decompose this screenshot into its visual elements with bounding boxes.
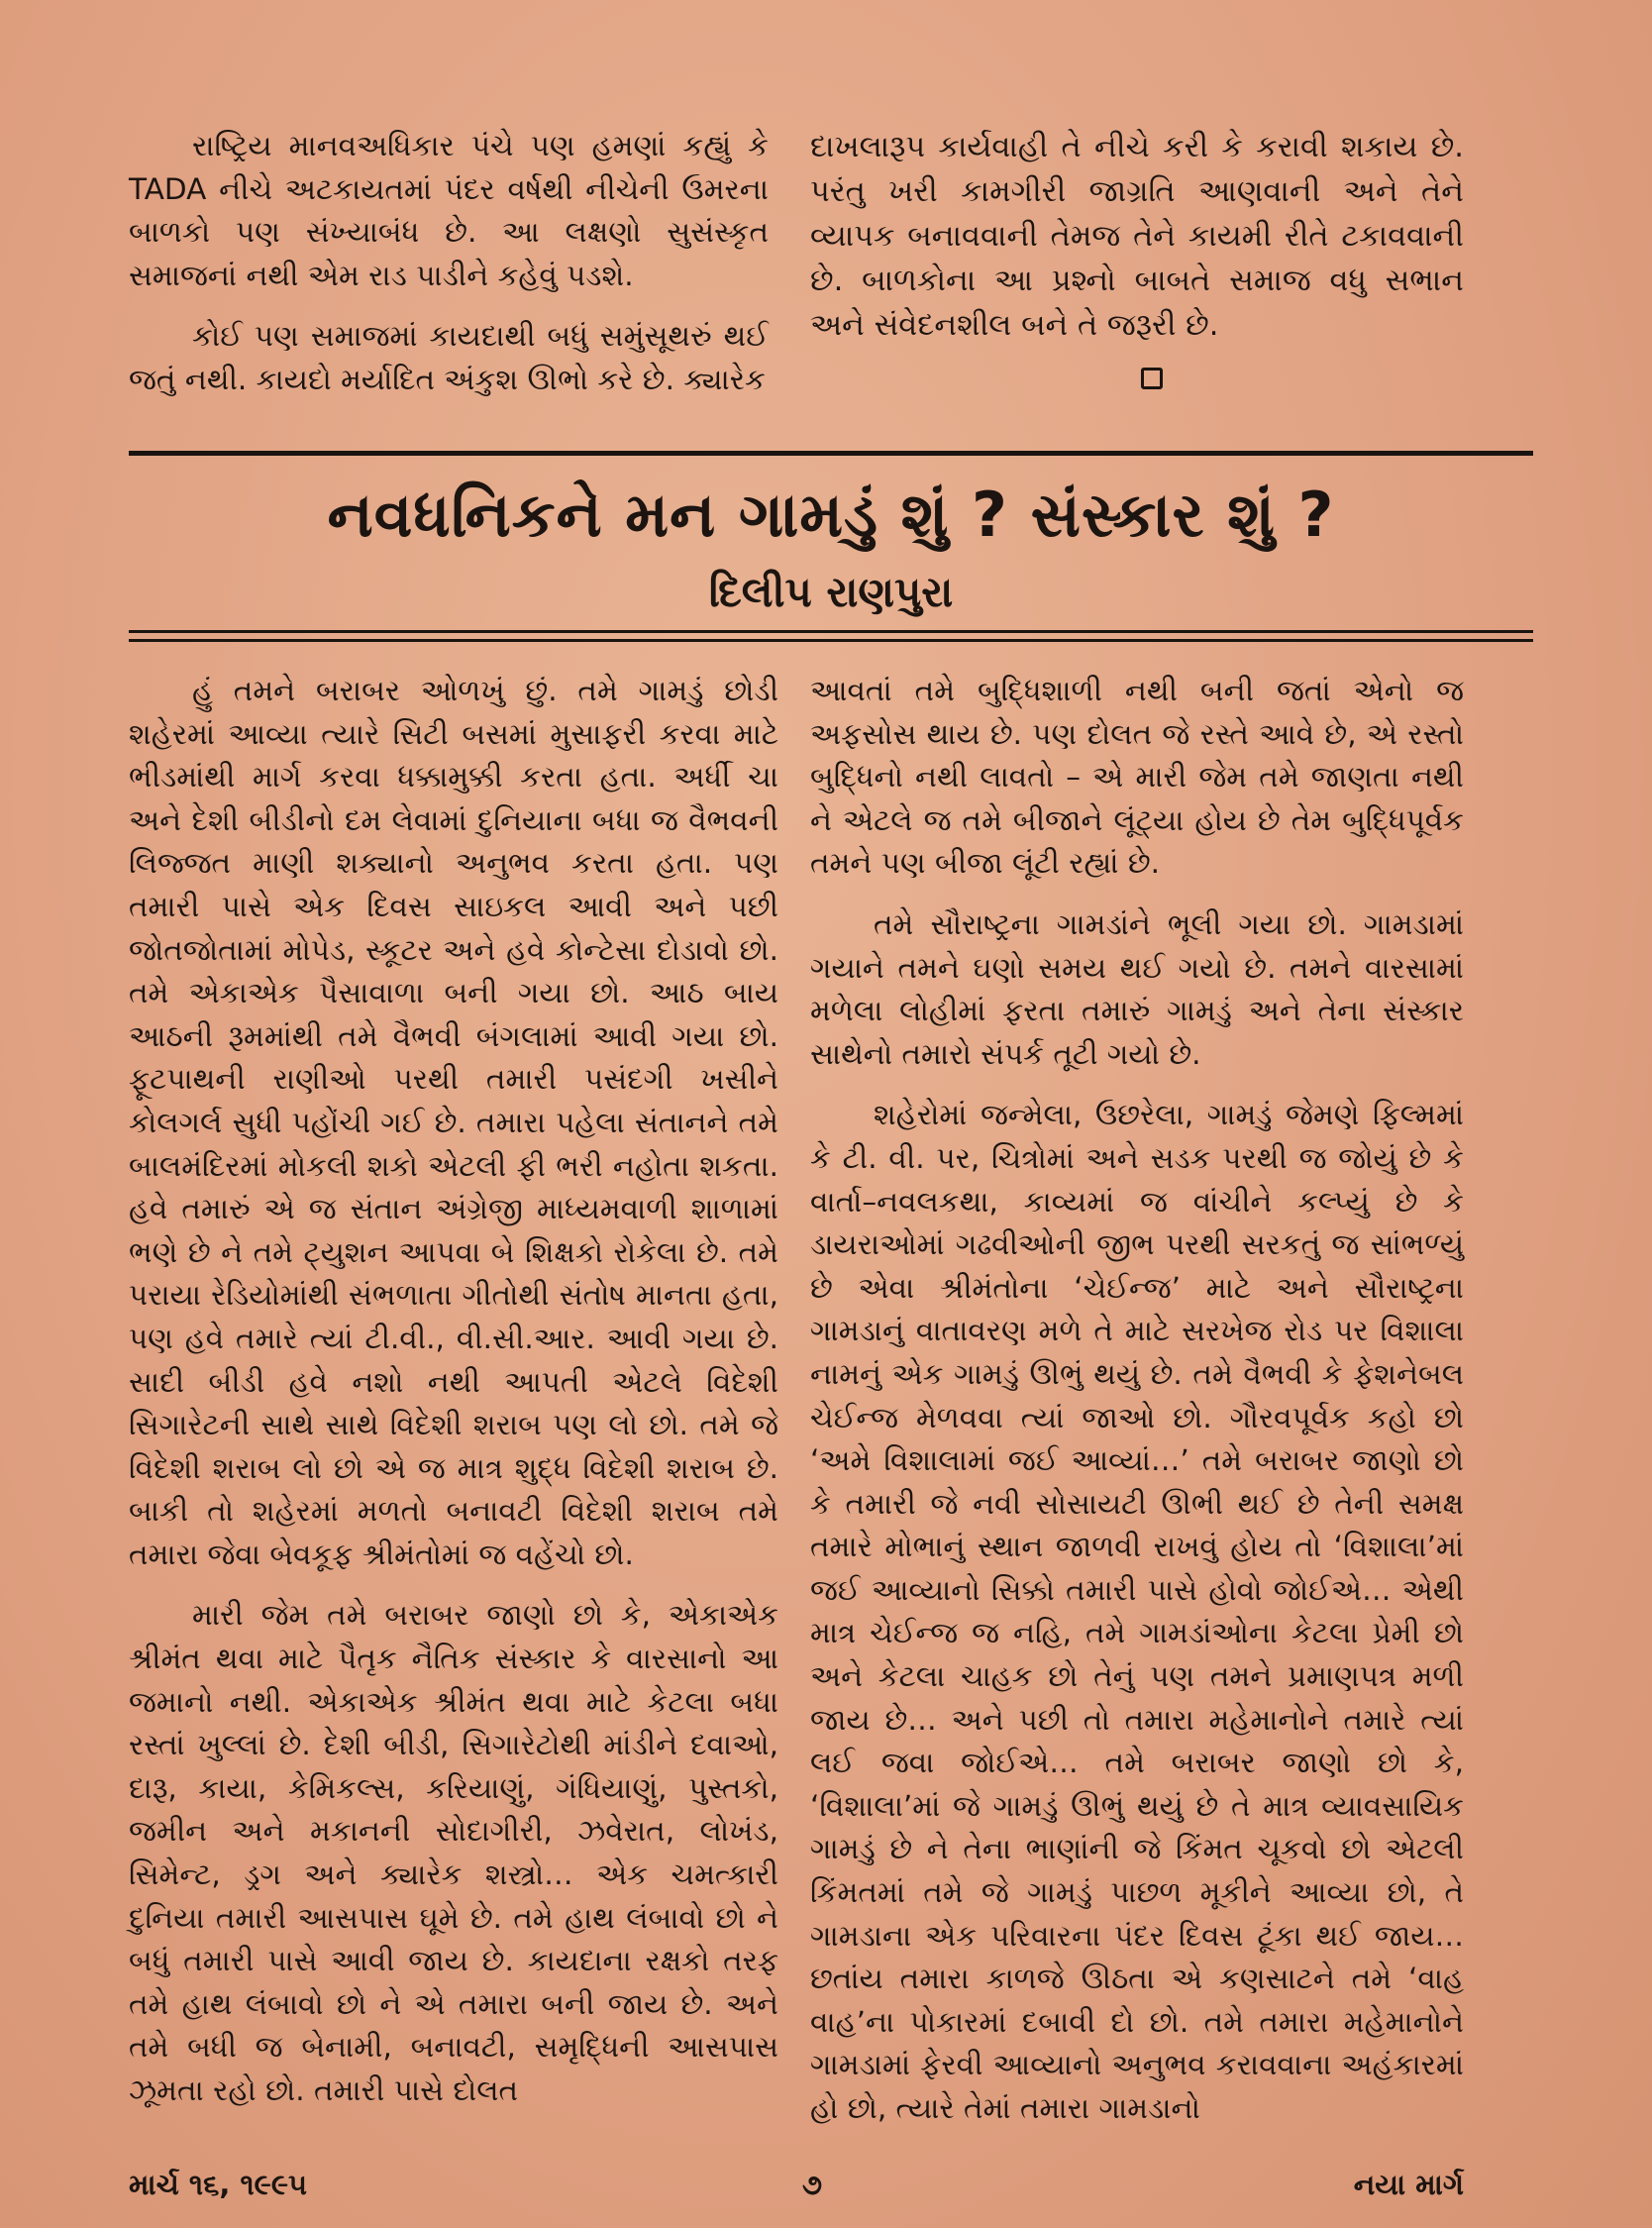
paragraph: દાખલારૂપ કાર્યવાહી તે નીચે કરી કે કરાવી શકાય છે. પરંતુ ખરી કામગીરી જાગ્રતિ આણવાની અને તેને વ્યાપક બનાવવાની તેમજ તેને કાયમી રીતે ટકાવવાની છે. બાળકોના આ પ્રશ્નો બાબતે સમાજ વધુ સભાન અને સંવેદનશીલ બને તે જરૂરી છે.: [810, 130, 1464, 343]
paragraph: શહેરોમાં જન્મેલા, ઉછરેલા, ગામડું જેમણે ફિલ્મમાં કે ટી. વી. પર, ચિત્રોમાં અને સડક પરથી જ જોયું છે કે વાર્તા–નવલકથા, કાવ્યમાં જ વાંચીને કલ્પ્યું છે કે ડાયરાઓમાં ગઢવીઓની જીભ પરથી સરકતું જ સાંભળ્યું છે એવા શ્રીમંતોના ‘ચેઈન્જ’ માટે અને સૌરાષ્ટ્રના ગામડાનું વાતાવરણ મળે તે માટે સરખેજ રોડ પર વિશાલા નામનું એક ગામડું ઊભું થયું છે. તમે વૈભવી કે ફેશનેબલ ચેઈન્જ મેળવવા ત્યાં જાઓ છો. ગૌરવપૂર્વક કહો છો ‘અમે વિશાલામાં જઈ આવ્યાં…’ તમે બરાબર જાણો છો કે તમારી જે નવી સોસાયટી ઊભી થઈ છે તેની સમક્ષ તમારે મોભાનું સ્થાન જાળવી રાખવું હોય તો ‘વિશાલા’માં જઈ આવ્યાનો સિક્કો તમારી પાસે હોવો જોઈએ… એથી માત્ર ચેઈન્જ જ નહિ, તમે ગામડાંઓના કેટલા પ્રેમી છો અને કેટલા ચાહક છો તેનું પણ તમને પ્રમાણપત્ર મળી જાય છે… અને પછી તો તમારા મહેમાનોને તમારે ત્યાં લઈ જવા જોઈએ… તમે બરાબર જાણો છો કે, ‘વિશાલા’માં જે ગામડું ઊભું થયું છે તે માત્ર વ્યાવસાયિક ગામડું છે ને તેના ભાણાંની જે કિંમત ચૂકવો છો એટલી કિંમતમાં તમે જે ગામડું પાછળ મૂકીને આવ્યા છો, તે ગામડાના એક પરિવારના પંદર દિવસ ટૂંકા થઈ જાય… છતાંય તમારા કાળજે ઊઠતા એ કણસાટને તમે ‘વાહ વાહ’ના પોકારમાં દબાવી દો છો. તમે તમારા મહેમાનોને ગામડામાં ફેરવી આવ્યાનો અનુભવ કરાવવાના અહંકારમાં હો છો, ત્યારે તેમાં તમારા ગામડાનો: [810, 1098, 1464, 2125]
article-left-column: [129, 670, 778, 2131]
footer-date: માર્ચ ૧૬, ૧૯૯૫: [129, 2168, 308, 2201]
paragraph: કોઈ પણ સમાજમાં કાયદાથી બધું સમુંસૂથરું થઈ જતું નથી. કાયદો મર્યાદિત અંકુશ ઊભો કરે છે. ક્યારેક: [129, 319, 769, 396]
divider-bottom-1: [129, 630, 1533, 633]
end-of-article-mark: [1141, 368, 1163, 389]
paragraph: હું તમને બરાબર ઓળખું છું. તમે ગામડું છોડી શહેરમાં આવ્યા ત્યારે સિટી બસમાં મુસાફરી કરવા માટે ભીડમાંથી માર્ગ કરવા ધક્કામુક્કી કરતા હતા. અર્ધી ચા અને દેશી બીડીનો દમ લેવામાં દુનિયાના બધા જ વૈભવની લિજ્જત માણી શક્યાનો અનુભવ કરતા હતા. પણ તમારી પાસે એક દિવસ સાઇકલ આવી અને પછી જોતજોતામાં મોપેડ, સ્કૂટર અને હવે કોન્ટેસા દોડાવો છો. તમે એકાએક પૈસાવાળા બની ગયા છો. આઠ બાય આઠની રૂમમાંથી તમે વૈભવી બંગલામાં આવી ગયા છો. ફૂટપાથની રાણીઓ પરથી તમારી પસંદગી ખસીને કોલગર્લ સુધી પહોંચી ગઈ છે. તમારા પહેલા સંતાનને તમે બાલમંદિરમાં મોકલી શકો એટલી ફી ભરી નહોતા શકતા. હવે તમારું એ જ સંતાન અંગ્રેજી માધ્યમવાળી શાળામાં ભણે છે ને તમે ટ્યુશન આપવા બે શિક્ષકો રોકેલા છે. તમે પરાયા રેડિયોમાંથી સંભળાતા ગીતોથી સંતોષ માનતા હતા, પણ હવે તમારે ત્યાં ટી.વી., વી.સી.આર. આવી ગયા છે. સાદી બીડી હવે નશો નથી આપતી એટલે વિદેશી સિગારેટની સાથે સાથે વિદેશી શરાબ પણ લો છો. તમે જે વિદેશી શરાબ લો છો એ જ માત્ર શુદ્ધ વિદેશી શરાબ છે. બાકી તો શહેરમાં મળતો બનાવટી વિદેશી શરાબ તમે તમારા જેવા બેવકૂફ શ્રીમંતોમાં જ વહેંચો છો.: [129, 674, 778, 1571]
article-author: દિલીપ રાણપુરા: [708, 568, 954, 616]
paragraph: તમે સૌરાષ્ટ્રના ગામડાંને ભૂલી ગયા છો. ગામડામાં ગયાને તમને ઘણો સમય થઈ ગયો છે. તમને વારસામાં મળેલા લોહીમાં ફરતા તમારું ગામડું અને તેના સંસ્કાર સાથેનો તમારો સંપર્ક તૂટી ગયો છે.: [810, 906, 1464, 1071]
footer-publication: નયા માર્ગ: [1353, 2168, 1464, 2201]
prev-article-left-column: [129, 125, 769, 420]
paragraph: આવતાં તમે બુદ્ધિશાળી નથી બની જતાં એનો જ અફસોસ થાય છે. પણ દોલત જે રસ્તે આવે છે, એ રસ્તો બુદ્ધિનો નથી લાવતો – એ મારી જેમ તમે જાણતા નથી ને એટલે જ તમે બીજાને લૂંટ્યા હોય છે તેમ બુદ્ધિપૂર્વક તમને પણ બીજા લૂંટી રહ્યાં છે.: [810, 674, 1464, 881]
article-right-column: [810, 670, 1464, 2149]
article-title: નવધનિકને મન ગામડું શું ? સંસ્કાર શું ?: [327, 478, 1335, 551]
footer-page-number: ૭: [801, 2168, 823, 2201]
divider-top: [129, 451, 1533, 456]
divider-bottom-2: [129, 639, 1533, 642]
paragraph: મારી જેમ તમે બરાબર જાણો છો કે, એકાએક શ્રીમંત થવા માટે પૈતૃક નૈતિક સંસ્કાર કે વારસાનો આ જમાનો નથી. એકાએક શ્રીમંત થવા માટે કેટલા બધા રસ્તાં ખુલ્લાં છે. દેશી બીડી, સિગારેટોથી માંડીને દવાઓ, દારૂ, કાયા, કેમિકલ્સ, કરિયાણું, ગંધિયાણું, પુસ્તકો, જમીન અને મકાનની સોદાગીરી, ઝવેરાત, લોખંડ, સિમેન્ટ, ડ્રગ અને ક્યારેક શસ્ત્રો… એક ચમત્કારી દુનિયા તમારી આસપાસ ઘૂમે છે. તમે હાથ લંબાવો છો ને બધું તમારી પાસે આવી જાય છે. કાયદાના રક્ષકો તરફ તમે હાથ લંબાવો છો ને એ તમારા બની જાય છે. અને તમે બધી જ બેનામી, બનાવટી, સમૃદ્ધિની આસપાસ ઝૂમતા રહો છો. તમારી પાસે દોલત: [129, 1598, 778, 2107]
prev-article-right-column: [810, 125, 1464, 366]
paragraph: રાષ્ટ્રિય માનવઅધિકાર પંચે પણ હમણાં કહ્યું કે TADA નીચે અટકાયતમાં પંદર વર્ષથી નીચેની ઉમરના બાળકો પણ સંખ્યાબંધ છે. આ લક્ષણો સુસંસ્કૃત સમાજનાં નથી એમ રાડ પાડીને કહેવું પડશે.: [129, 129, 769, 292]
